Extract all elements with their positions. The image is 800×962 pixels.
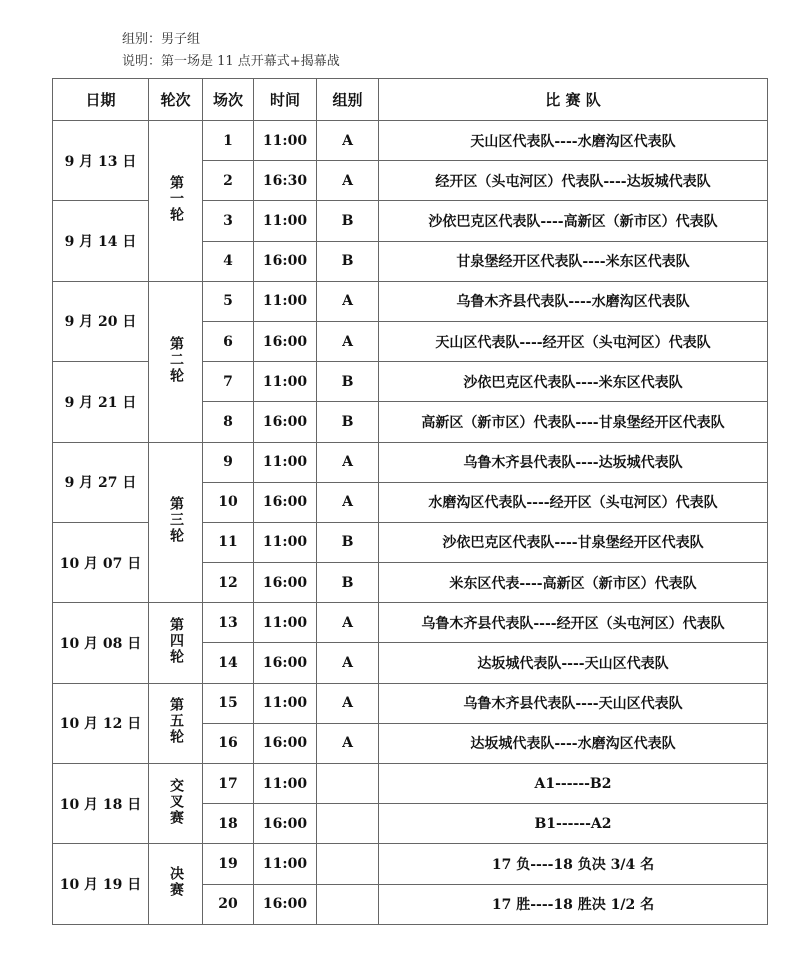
- teams-cell: 沙依巴克区代表队----甘泉堡经开区代表队: [379, 522, 768, 562]
- date-cell: 10 月 12 日: [53, 683, 149, 763]
- round-label: 第四轮: [168, 616, 184, 665]
- match-no-cell: 8: [203, 402, 254, 442]
- time-cell: 16:00: [254, 402, 317, 442]
- time-cell: 11:00: [254, 844, 317, 884]
- group-cell: B: [317, 402, 379, 442]
- group-cell: A: [317, 442, 379, 482]
- match-no-cell: 7: [203, 362, 254, 402]
- match-no-cell: 15: [203, 683, 254, 723]
- group-cell: A: [317, 321, 379, 361]
- round-cell: [149, 764, 203, 844]
- time-cell: 16:00: [254, 804, 317, 844]
- group-cell: A: [317, 121, 379, 161]
- teams-cell: 乌鲁木齐县代表队----经开区（头屯河区）代表队: [379, 603, 768, 643]
- remark-note: 说明：第一场是 11 点开幕式+揭幕战: [122, 54, 340, 69]
- date-cell: 9 月 21 日: [53, 362, 149, 442]
- time-cell: 11:00: [254, 603, 317, 643]
- time-cell: 16:00: [254, 482, 317, 522]
- group-cell: A: [317, 603, 379, 643]
- time-cell: 11:00: [254, 362, 317, 402]
- teams-cell: 经开区（头屯河区）代表队----达坂城代表队: [379, 161, 768, 201]
- group-cell: [317, 884, 379, 924]
- date-cell: 10 月 19 日: [53, 844, 149, 924]
- match-no-cell: 5: [203, 281, 254, 321]
- time-cell: 11:00: [254, 281, 317, 321]
- group-cell: [317, 804, 379, 844]
- round-label: 第二轮: [168, 335, 184, 384]
- time-cell: 16:00: [254, 884, 317, 924]
- round-cell: [149, 281, 203, 442]
- header-time: 时间: [254, 79, 317, 121]
- header-group: 组别: [317, 79, 379, 121]
- group-cell: A: [317, 482, 379, 522]
- teams-cell: 达坂城代表队----水磨沟区代表队: [379, 723, 768, 763]
- header-round: 轮次: [149, 79, 203, 121]
- match-no-cell: 14: [203, 643, 254, 683]
- table-row: [53, 442, 768, 482]
- time-cell: 16:30: [254, 161, 317, 201]
- date-cell: 9 月 27 日: [53, 442, 149, 522]
- teams-cell: 达坂城代表队----天山区代表队: [379, 643, 768, 683]
- match-no-cell: 2: [203, 161, 254, 201]
- teams-cell: 水磨沟区代表队----经开区（头屯河区）代表队: [379, 482, 768, 522]
- date-cell: 9 月 13 日: [53, 121, 149, 201]
- time-cell: 11:00: [254, 121, 317, 161]
- match-no-cell: 9: [203, 442, 254, 482]
- match-no-cell: 17: [203, 764, 254, 804]
- time-cell: 16:00: [254, 723, 317, 763]
- match-no-cell: 19: [203, 844, 254, 884]
- match-no-cell: 4: [203, 241, 254, 281]
- schedule-table: [52, 78, 768, 925]
- header-match-no: 场次: [203, 79, 254, 121]
- group-cell: B: [317, 522, 379, 562]
- round-label: 第一轮: [168, 174, 184, 223]
- match-no-cell: 20: [203, 884, 254, 924]
- round-cell: [149, 844, 203, 924]
- table-header-row: [53, 79, 768, 121]
- teams-cell: 17 胜----18 胜决 1/2 名: [379, 884, 768, 924]
- group-cell: B: [317, 563, 379, 603]
- match-no-cell: 3: [203, 201, 254, 241]
- teams-cell: B1------A2: [379, 804, 768, 844]
- teams-cell: A1------B2: [379, 764, 768, 804]
- date-cell: 9 月 20 日: [53, 281, 149, 361]
- table-row: [53, 281, 768, 321]
- group-cell: A: [317, 161, 379, 201]
- group-cell: A: [317, 643, 379, 683]
- time-cell: 11:00: [254, 764, 317, 804]
- date-cell: 9 月 14 日: [53, 201, 149, 281]
- round-label: 第三轮: [168, 496, 184, 545]
- table-row: [53, 683, 768, 723]
- teams-cell: 乌鲁木齐县代表队----水磨沟区代表队: [379, 281, 768, 321]
- teams-cell: 天山区代表队----水磨沟区代表队: [379, 121, 768, 161]
- group-cell: A: [317, 723, 379, 763]
- time-cell: 16:00: [254, 321, 317, 361]
- header-teams: 比 赛 队: [379, 79, 768, 121]
- teams-cell: 沙依巴克区代表队----高新区（新市区）代表队: [379, 201, 768, 241]
- round-label: 决赛: [168, 866, 184, 899]
- time-cell: 11:00: [254, 442, 317, 482]
- round-cell: [149, 603, 203, 683]
- time-cell: 16:00: [254, 643, 317, 683]
- match-no-cell: 11: [203, 522, 254, 562]
- date-cell: 10 月 07 日: [53, 522, 149, 602]
- match-no-cell: 13: [203, 603, 254, 643]
- table-row: [53, 844, 768, 884]
- match-no-cell: 10: [203, 482, 254, 522]
- teams-cell: 沙依巴克区代表队----米东区代表队: [379, 362, 768, 402]
- time-cell: 16:00: [254, 563, 317, 603]
- group-cell: B: [317, 201, 379, 241]
- time-cell: 11:00: [254, 201, 317, 241]
- match-no-cell: 16: [203, 723, 254, 763]
- table-row: [53, 603, 768, 643]
- round-cell: [149, 121, 203, 282]
- teams-cell: 高新区（新市区）代表队----甘泉堡经开区代表队: [379, 402, 768, 442]
- group-cell: A: [317, 281, 379, 321]
- teams-cell: 乌鲁木齐县代表队----天山区代表队: [379, 683, 768, 723]
- date-cell: 10 月 08 日: [53, 603, 149, 683]
- match-no-cell: 18: [203, 804, 254, 844]
- teams-cell: 米东区代表----高新区（新市区）代表队: [379, 563, 768, 603]
- round-cell: [149, 442, 203, 603]
- table-row: [53, 121, 768, 161]
- time-cell: 11:00: [254, 683, 317, 723]
- time-cell: 11:00: [254, 522, 317, 562]
- group-cell: [317, 844, 379, 884]
- group-cell: [317, 764, 379, 804]
- group-cell: B: [317, 241, 379, 281]
- group-cell: A: [317, 683, 379, 723]
- match-no-cell: 1: [203, 121, 254, 161]
- teams-cell: 乌鲁木齐县代表队----达坂城代表队: [379, 442, 768, 482]
- date-cell: 10 月 18 日: [53, 764, 149, 844]
- header-date: 日期: [53, 79, 149, 121]
- group-cell: B: [317, 362, 379, 402]
- round-cell: [149, 683, 203, 763]
- round-label: 交叉赛: [168, 777, 184, 826]
- match-no-cell: 6: [203, 321, 254, 361]
- match-no-cell: 12: [203, 563, 254, 603]
- table-row: [53, 764, 768, 804]
- teams-cell: 天山区代表队----经开区（头屯河区）代表队: [379, 321, 768, 361]
- teams-cell: 甘泉堡经开区代表队----米东区代表队: [379, 241, 768, 281]
- group-note: 组别：男子组: [122, 32, 201, 47]
- teams-cell: 17 负----18 负决 3/4 名: [379, 844, 768, 884]
- time-cell: 16:00: [254, 241, 317, 281]
- round-label: 第五轮: [168, 697, 184, 746]
